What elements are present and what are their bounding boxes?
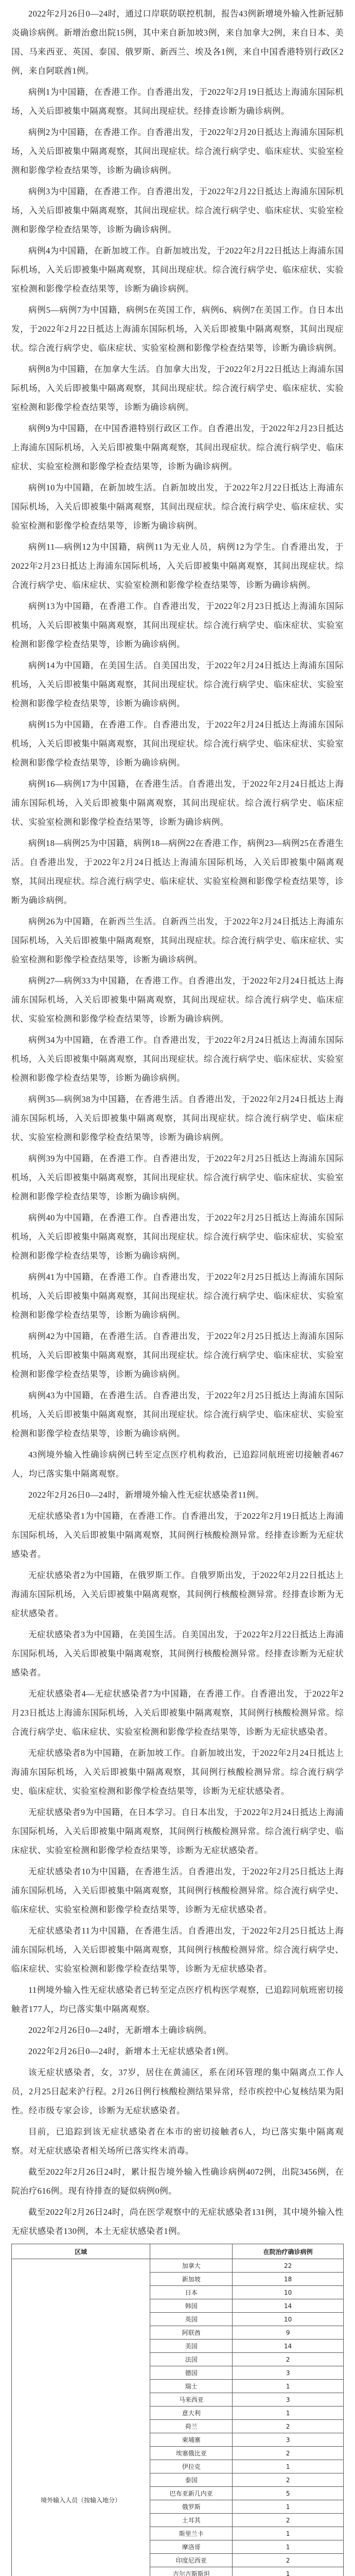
paragraph: 病例16—病例17为中国籍，在香港生活。自香港出发，于2022年2月24日抵达上海浦东国际机场，入关后即被集中隔离观察，其间出现症状。综合流行病学史、临床症状、实验室检测和影像学检查结果等，诊断为确诊病例。 xyxy=(11,779,344,827)
case-count: 1 xyxy=(233,2460,344,2473)
region-name: 加拿大 xyxy=(150,2259,233,2273)
paragraph: 无症状感染者11为中国籍，在香港生活。自香港出发，于2022年2月25日抵达上海浦东国际机场，入关后即被集中隔离观察，其间例行核酸检测异常。综合流行病学史、临床症状、实验室检测和影像学检查结果等，诊断为无症状感染者。 xyxy=(11,1926,344,1974)
case-count: 10 xyxy=(233,2286,344,2299)
paragraph-list xyxy=(11,4,344,2241)
paragraph: 病例13为中国籍，在香港工作。自香港出发，于2022年2月23日抵达上海浦东国际机场，入关后即被集中隔离观察，其间出现症状。综合流行病学史、临床症状、实验室检测和影像学检查结果等，诊断为确诊病例。 xyxy=(11,601,344,649)
region-name: 荷兰 xyxy=(150,2420,233,2433)
region-name: 德国 xyxy=(150,2366,233,2380)
paragraph: 病例18—病例25为中国籍，病例18—病例22在香港工作，病例23—病例25在香港生活。自香港出发，于2022年2月24日抵达上海浦东国际机场，入关后即被集中隔离观察，其间出现症状。综合流行病学史、临床症状、实验室检测和影像学检查结果等，诊断为确诊病例。 xyxy=(11,838,344,905)
case-count: 1 xyxy=(233,2380,344,2393)
paragraph: 无症状感染者2为中国籍，在俄罗斯工作。自俄罗斯出发，于2022年2月22日抵达上海浦东国际机场，入关后即被集中隔离观察，其间例行核酸检测异常。经排查诊断为无症状感染者。 xyxy=(11,1570,344,1618)
paragraph: 病例2为中国籍，在香港工作。自香港出发，于2022年2月20日抵达上海浦东国际机场，入关后即被集中隔离观察，其间出现症状。综合流行病学史、临床症状、实验室检测和影像学检查结果等，诊断为确诊病例。 xyxy=(11,127,344,175)
paragraph: 病例40为中国籍，在香港工作。自香港出发，于2022年2月25日抵达上海浦东国际机场，入关后即被集中隔离观察，其间出现症状。综合流行病学史、临床症状、实验室检测和影像学检查结果等，诊断为确诊病例。 xyxy=(11,1213,344,1261)
paragraph: 无症状感染者8为中国籍，在新加坡工作。自新加坡出发，于2022年2月24日抵达上海浦东国际机场，入关后即被集中隔离观察，其间例行核酸检测异常。综合流行病学史、临床症状、实验室检测和影像学检查结果等，诊断为无症状感染者。 xyxy=(11,1748,344,1796)
case-count: 2 xyxy=(233,2353,344,2366)
case-count: 10 xyxy=(233,2313,344,2326)
paragraph: 无症状感染者3为中国籍，在美国生活。自美国出发，于2022年2月22日抵达上海浦东国际机场，入关后即被集中隔离观察，其间例行核酸检测异常。经排查诊断为无症状感染者。 xyxy=(11,1630,344,1677)
paragraph: 2022年2月26日0—24时，新增本土无症状感染者1例。 xyxy=(28,2046,234,2056)
region-name: 马来西亚 xyxy=(150,2393,233,2406)
paragraph: 无症状感染者4—无症状感染者7为中国籍，在香港工作。自香港出发，于2022年2月23日抵达上海浦东国际机场，入关后即被集中隔离观察，其间例行核酸检测异常。综合流行病学史、临床症状、实验室检测和影像学检查结果等，诊断为无症状感染者。 xyxy=(11,1689,344,1737)
case-count: 2 xyxy=(233,2473,344,2487)
paragraph: 无症状感染者1为中国籍，在香港工作。自香港出发，于2022年2月19日抵达上海浦东国际机场，入关后即被集中隔离观察，其间例行核酸检测异常。经排查诊断为无症状感染者。 xyxy=(11,1511,344,1559)
paragraph: 病例34为中国籍，在香港工作。自香港出发，于2022年2月24日抵达上海浦东国际机场，入关后即被集中隔离观察，其间出现症状。综合流行病学史、临床症状、实验室检测和影像学检查结果等，诊断为确诊病例。 xyxy=(11,1035,344,1083)
region-name: 英国 xyxy=(150,2313,233,2326)
region-name: 吉尔吉斯斯坦 xyxy=(150,2567,233,2576)
case-count: 5 xyxy=(233,2487,344,2500)
case-count: 3 xyxy=(233,2433,344,2447)
region-name: 瑞士 xyxy=(150,2380,233,2393)
region-name: 柬埔寨 xyxy=(150,2433,233,2447)
case-count: 9 xyxy=(233,2326,344,2340)
paragraph: 病例26为中国籍，在新西兰生活。自新西兰出发，于2022年2月24日抵达上海浦东国际机场，入关后即被集中隔离观察，其间出现症状。综合流行病学史、临床症状、实验室检测和影像学检查结果等，诊断为确诊病例。 xyxy=(11,917,344,964)
paragraph: 病例41为中国籍，在香港工作。自香港出发，于2022年2月25日抵达上海浦东国际机场，入关后即被集中隔离观察，其间出现症状。综合流行病学史、临床症状、实验室检测和影像学检查结果等，诊断为确诊病例。 xyxy=(11,1272,344,1320)
paragraph: 截至2022年2月26日24时，尚在医学观察中的无症状感染者131例，其中境外输入性无症状感染者130例，本土无症状感染者1例。 xyxy=(11,2207,344,2236)
region-name: 斯里兰卡 xyxy=(150,2527,233,2540)
header-area: 区域 xyxy=(12,2244,150,2259)
case-count: 18 xyxy=(233,2273,344,2286)
case-count: 1 xyxy=(233,2567,344,2576)
paragraph: 无症状感染者10为中国籍，在香港生活。自香港出发，于2022年2月25日抵达上海浦东国际机场，入关后即被集中隔离观察，其间例行核酸检测异常。综合流行病学史、临床症状、实验室检测和影像学检查结果等，诊断为无症状感染者。 xyxy=(11,1867,344,1914)
group-label: 境外输入人员（按输入地分） xyxy=(12,2259,150,2576)
region-name: 埃塞俄比亚 xyxy=(150,2447,233,2460)
paragraph: 2022年2月26日0—24时，无新增本土确诊病例。 xyxy=(28,2025,212,2035)
case-count: 1 xyxy=(233,2527,344,2540)
case-count: 22 xyxy=(233,2259,344,2273)
paragraph: 病例8为中国籍，在加拿大生活。自加拿大出发，于2022年2月22日抵达上海浦东国际机场，入关后即被集中隔离观察，其间出现症状。综合流行病学史、临床症状、实验室检测和影像学检查结果等，诊断为确诊病例。 xyxy=(11,364,344,412)
region-name: 伊拉克 xyxy=(150,2460,233,2473)
case-count: 1 xyxy=(233,2406,344,2420)
case-count: 3 xyxy=(233,2393,344,2406)
region-name: 土耳其 xyxy=(150,2514,233,2527)
paragraph: 病例42为中国籍，在香港生活。自香港出发，于2022年2月25日抵达上海浦东国际机场，入关后即被集中隔离观察，其间出现症状。综合流行病学史、临床症状、实验室检测和影像学检查结果等，诊断为确诊病例。 xyxy=(11,1331,344,1379)
paragraph: 病例27—病例33为中国籍，在香港工作。自香港出发，于2022年2月24日抵达上海浦东国际机场，入关后即被集中隔离观察，其间出现症状。综合流行病学史、临床症状、实验室检测和影像学检查结果等，诊断为确诊病例。 xyxy=(11,976,344,1024)
paragraph: 该无症状感染者，女，37岁，居住在黄浦区，系在闭环管理的集中隔离点工作人员，2月25日起来沪行程。2月26日例行核酸检测结果异常，经市疾控中心复核结果为阳性。经市级专家会诊，诊断为无症状感染者。 xyxy=(11,2067,344,2115)
case-count: 2 xyxy=(233,2420,344,2433)
paragraph: 病例5—病例7为中国籍，病例5在英国工作，病例6、病例7在美国工作。自日本出发，于2022年2月22日抵达上海浦东国际机场，入关后即被集中隔离观察，其间出现症状。综合流行病学史、临床症状、实验室检测和影像学检查结果等，诊断为确诊病例。 xyxy=(11,305,344,353)
header-count: 在院治疗确诊病例 xyxy=(233,2244,344,2259)
region-name: 阿联酋 xyxy=(150,2326,233,2340)
case-count: 3 xyxy=(233,2366,344,2380)
case-count: 1 xyxy=(233,2500,344,2514)
paragraph: 截至2022年2月26日24时，累计报告境外输入性确诊病例4072例，出院3456例，在院治疗616例。现有待排查的疑似病例0例。 xyxy=(11,2167,344,2196)
paragraph: 11例境外输入性无症状感染者已转至定点医疗机构医学观察，已追踪同航班密切接触者177人，均已落实集中隔离观察。 xyxy=(11,1985,344,2014)
region-name: 巴布亚新几内亚 xyxy=(150,2487,233,2500)
paragraph: 病例9为中国籍，在中国香港特别行政区工作。自香港出发，于2022年2月23日抵达上海浦东国际机场，入关后即被集中隔离观察，其间出现症状。综合流行病学史、临床症状、实验室检测和影像学检查结果等，诊断为确诊病例。 xyxy=(11,423,344,471)
case-count: 1 xyxy=(233,2540,344,2554)
region-name: 日本 xyxy=(150,2286,233,2299)
paragraph: 病例3为中国籍，在香港工作。自香港出发，于2022年2月22日抵达上海浦东国际机场，入关后即被集中隔离观察，其间出现症状。综合流行病学史、临床症状、实验室检测和影像学检查结果等，诊断为确诊病例。 xyxy=(11,187,344,234)
paragraph: 病例43为中国籍，在香港生活。自香港出发，于2022年2月25日抵达上海浦东国际机场，入关后即被集中隔离观察，其间出现症状。综合流行病学史、临床症状、实验室检测和影像学检查结果等，诊断为确诊病例。 xyxy=(11,1391,344,1438)
region-name: 印度尼西亚 xyxy=(150,2554,233,2567)
paragraph: 病例10为中国籍，在新加坡生活。自新加坡出发，于2022年2月22日抵达上海浦东国际机场，入关后即被集中隔离观察，其间出现症状。综合流行病学史、临床症状、实验室检测和影像学检查结果等，诊断为确诊病例。 xyxy=(11,483,344,531)
case-count: 2 xyxy=(233,2514,344,2527)
region-name: 法国 xyxy=(150,2353,233,2366)
paragraph: 病例11—病例12为中国籍，病例11为无业人员，病例12为学生。自香港出发，于2022年2月23日抵达上海浦东国际机场，入关后即被集中隔离观察，其间出现症状。综合流行病学史、临床症状、实验室检测和影像学检查结果等，诊断为确诊病例。 xyxy=(11,542,344,590)
paragraph: 病例15为中国籍，在香港工作。自香港出发，于2022年2月24日抵达上海浦东国际机场，入关后即被集中隔离观察，其间出现症状。综合流行病学史、临床症状、实验室检测和影像学检查结果等，诊断为确诊病例。 xyxy=(11,720,344,768)
stats-table xyxy=(11,2244,344,2576)
paragraph: 病例39为中国籍，在香港工作。自香港出发，于2022年2月25日抵达上海浦东国际机场，入关后即被集中隔离观察，其间出现症状。综合流行病学史、临床症状、实验室检测和影像学检查结果等，诊断为确诊病例。 xyxy=(11,1154,344,1201)
paragraph: 无症状感染者9为中国籍，在日本学习。自日本出发，于2022年2月24日抵达上海浦东国际机场，入关后即被集中隔离观察，其间例行核酸检测异常。综合流行病学史、临床症状、实验室检测和影像学检查结果等，诊断为无症状感染者。 xyxy=(11,1807,344,1855)
case-count: 2 xyxy=(233,2554,344,2567)
paragraph: 病例14为中国籍，在美国生活。自美国出发，于2022年2月24日抵达上海浦东国际机场，入关后即被集中隔离观察，其间出现症状。综合流行病学史、临床症状、实验室检测和影像学检查结果等，诊断为确诊病例。 xyxy=(11,660,344,708)
paragraph: 目前，已追踪到该无症状感染者在本市的密切接触者6人，均已落实集中隔离观察。对无症状感染者相关场所已落实终末消毒。 xyxy=(11,2127,344,2156)
region-name: 意大利 xyxy=(150,2406,233,2420)
region-name: 美国 xyxy=(150,2340,233,2353)
case-count: 2 xyxy=(233,2447,344,2460)
table-body xyxy=(12,2259,344,2576)
case-count: 14 xyxy=(233,2299,344,2313)
table-header-row xyxy=(12,2244,344,2259)
paragraph: 病例35—病例38为中国籍，在香港生活。自香港出发，于2022年2月24日抵达上海浦东国际机场，入关后即被集中隔离观察，其间出现症状。综合流行病学史、临床症状、实验室检测和影像学检查结果等，诊断为确诊病例。 xyxy=(11,1094,344,1142)
paragraph: 43例境外输入性确诊病例已转至定点医疗机构救治，已追踪同航班密切接触者467人，均已落实集中隔离观察。 xyxy=(11,1450,344,1479)
paragraph: 病例4为中国籍，在新加坡工作。自新加坡出发，于2022年2月22日抵达上海浦东国际机场，入关后即被集中隔离观察，其间出现症状。综合流行病学史、临床症状、实验室检测和影像学检查结果等，诊断为确诊病例。 xyxy=(11,246,344,294)
case-count: 14 xyxy=(233,2340,344,2353)
region-name: 韩国 xyxy=(150,2299,233,2313)
paragraph: 病例1为中国籍，在香港工作。自香港出发，于2022年2月19日抵达上海浦东国际机场，入关后即被集中隔离观察。其间出现症状。经排查诊断为确诊病例。 xyxy=(11,87,344,116)
region-name: 摩洛哥 xyxy=(150,2540,233,2554)
region-name: 新加坡 xyxy=(150,2273,233,2286)
region-name: 泰国 xyxy=(150,2473,233,2487)
header-name xyxy=(150,2244,233,2259)
table-row xyxy=(12,2259,344,2273)
paragraph: 2022年2月26日0—24时，通过口岸联防联控机制，报告43例新增境外输入性新冠肺炎确诊病例。新增治愈出院15例，其中来自新加坡3例，来自加拿大2例，来自日本、美国、马来西亚、英国、泰国、俄罗斯、新西兰、埃及各1例，来自中国香港特别行政区2例，来自阿联酋1例。 xyxy=(11,9,344,76)
region-name: 俄罗斯 xyxy=(150,2500,233,2514)
paragraph: 2022年2月26日0—24时，新增境外输入性无症状感染者11例。 xyxy=(28,1490,264,1500)
